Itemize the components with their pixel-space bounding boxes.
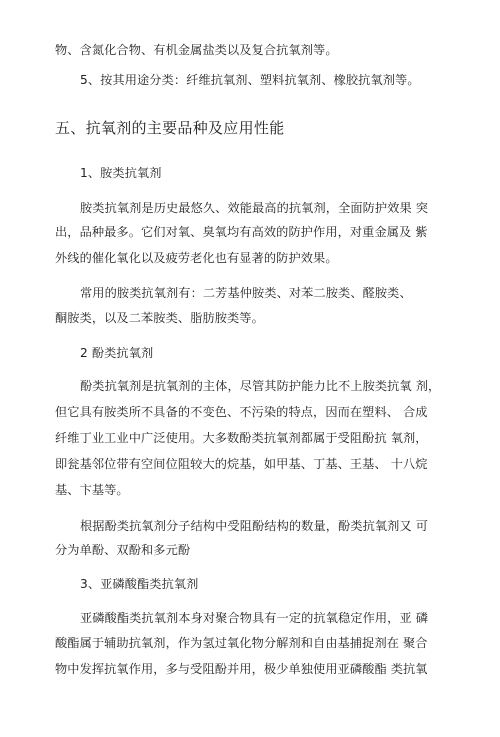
paragraph-line: 常用的胺类抗氧剂有：二芳基仲胺类、对苯二胺类、醛胺类、: [80, 286, 412, 300]
paragraph-line: 基、卞基等。: [55, 483, 129, 497]
paragraph-line: 亚磷酸酯类抗氧剂本身对聚合物具有一定的抗氧稳定作用，亚 磷: [80, 611, 429, 625]
paragraph-line: 即瓮基邻位带有空间位阻较大的烷基，如甲基、丁基、王基、 十八烷: [55, 457, 428, 471]
paragraph-line: 酸酯属于辅助抗氧剂，作为氢过氧化物分解剂和自由基捕捉剂在 聚合: [55, 636, 428, 650]
paragraph-line: 分为单酚、双酚和多元酚: [55, 543, 191, 557]
paragraph-line: 但它具有胺类所不具备的不变色、不污染的特点，因而在塑料、 合成: [55, 405, 428, 419]
subsection-title-phosphites: 3、亚磷酸酯类抗氧剂: [80, 577, 199, 591]
paragraph-line: 酮胺类，以及二苯胺类、脂肪胺类等。: [55, 311, 264, 325]
paragraph-line: 外线的催化氧化以及疲劳老化也有显著的防护效果。: [55, 251, 338, 265]
paragraph-line: 胺类抗氧剂是历史最悠久、效能最高的抗氧剂，全面防护效果 突: [80, 201, 429, 215]
classification-by-use-line: 5、按其用途分类：纤维抗氧剂、塑料抗氧剂、橡胶抗氧剂等。: [80, 73, 420, 87]
section-heading: 五、抗氧剂的主要品种及应用性能: [55, 119, 285, 137]
subsection-title-phenols: 2 酚类抗氧剂: [80, 346, 154, 360]
paragraph-line: 酚类抗氧剂是抗氧剂的主体，尽管其防护能力比不上胺类抗氧 剂，: [80, 379, 441, 393]
paragraph-line: 纤维丁业工业中广泛使用。大多数酚类抗氧剂都属于受阻酚抗 氧剂，: [55, 431, 428, 445]
intro-line: 物、含氮化合物、有机金属盐类以及复合抗氧剂等。: [55, 43, 338, 57]
paragraph-line: 出，品种最多。它们对氧、臭氧均有高效的防护作用，对重金属及 紫: [55, 225, 428, 239]
subsection-title-amines: 1、胺类抗氧剂: [80, 166, 162, 180]
paragraph-line: 根据酚类抗氧剂分子结构中受阻酚结构的数量，酚类抗氧剂又 可: [80, 519, 429, 533]
paragraph-line: 物中发挥抗氧作用，多与受阻酚并用，极少单独使用亚磷酸酯 类抗氧: [55, 662, 428, 676]
